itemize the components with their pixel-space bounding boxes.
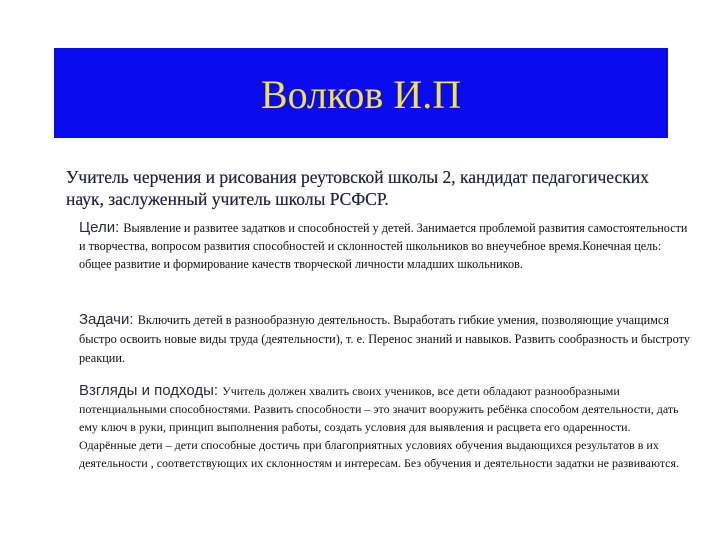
views-text: Учитель должен хвалить своих учеников, все дети обладают разнообразными потенциальными способностями. Развить способности – это значит вооружить ребёнка способом деятельности, дать ему ключ в руки, принцип выполнения работы, создать условия для выявления и расцвета его одаренности. Одарённые дети – дети способные достичь при благоприятных условиях обучения выдающихся результатов в их деятельности , соответствующих их склонностям и интересам. Без обучения и деятельности задатки не развиваются. bbox=[79, 384, 680, 470]
goals-label: Цели: bbox=[79, 219, 124, 236]
title-banner bbox=[54, 48, 668, 138]
goals-text: Выявление и развитее задатков и способностей у детей. Занимается проблемой развития самостоятельности и творчества, вопросом развития способностей и склонностей школьников во внеучебное время.Конечная цель: общее развитие и формирование качеств творческой личности младших школьников. bbox=[79, 221, 688, 271]
tasks-text: Включить детей в разнообразную деятельность. Выработать гибкие умения, позволяющие учащимся быстро освоить новые виды труда (деятельности), т. е. Перенос знаний и навыков. Развить сообразность и быстроту реакции. bbox=[79, 313, 690, 365]
tasks-section bbox=[79, 311, 691, 368]
slide-title: Волков И.П bbox=[260, 72, 462, 117]
goals-section bbox=[79, 219, 691, 273]
intro-paragraph: Учитель черчения и рисования реутовской школы 2, кандидат педагогических наук, заслуженный учитель школы РСФСР. bbox=[66, 167, 649, 209]
views-label: Взгляды и подходы: bbox=[79, 382, 223, 399]
tasks-label: Задачи: bbox=[79, 311, 138, 328]
views-section bbox=[79, 382, 691, 472]
